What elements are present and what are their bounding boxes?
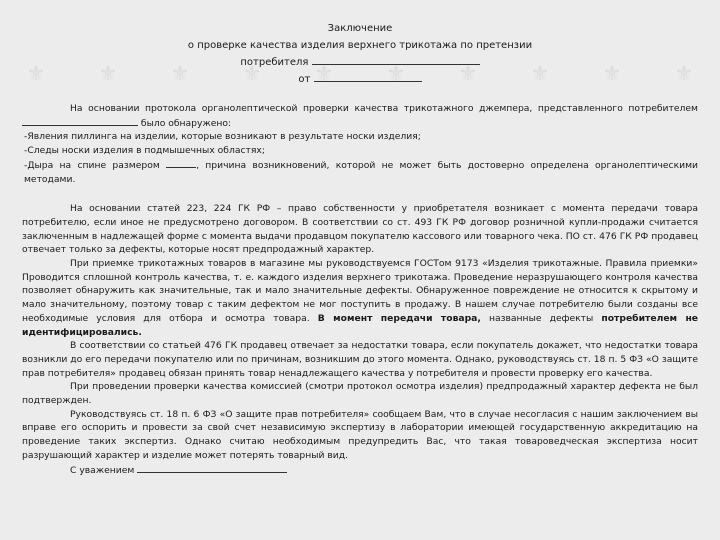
document-body	[22, 102, 698, 477]
signature-blank	[137, 463, 287, 473]
consumer-name-blank	[22, 116, 138, 126]
watermark-glyph: ⚜	[170, 62, 190, 87]
document-subtitle: о проверке качества изделия верхнего трикотажа по претензии	[187, 40, 533, 51]
watermark-glyph: ⚜	[98, 62, 118, 87]
finding-item-1: -Явления пиллинга на изделии, которые возникают в результате носки изделия;	[24, 131, 421, 143]
watermark-glyph: ⚜	[458, 62, 478, 87]
date-blank	[314, 72, 422, 82]
liability-paragraph: В соответствии со статьей 476 ГК продавец отвечает за недостатки товара, если покупатель докажет, что недостатки товара возникли до его передачи покупателю или по причинам, возникшим до этого момента. Однако, руководствуясь ст. 18 п. 5 ФЗ «О защите прав потребителя» продавец обязан принять товар ненадлежащего качества у потребителя и провести проверку его качества.	[22, 340, 698, 379]
finding-item-2: -Следы носки изделия в подмышечных областях;	[24, 145, 265, 157]
consumer-line: потребителя	[22, 54, 698, 71]
date-line: от	[22, 71, 698, 88]
watermark-glyph: ⚜	[26, 62, 46, 87]
watermark-glyph: ⚜	[674, 62, 694, 87]
signoff: С уважением	[22, 463, 698, 478]
document-header	[22, 20, 698, 88]
consumer-blank	[312, 55, 480, 65]
finding-item-3: -Дыра на спине размером , причина возникновений, которой не может быть достоверно определена органолептическими методами.	[24, 159, 699, 185]
watermark-glyph: ⚜	[602, 62, 622, 87]
acceptance-paragraph: При приемке трикотажных товаров в магазине мы руководствуемся ГОСТом 9173 «Изделия трикотажные. Правила приемки» Проводится сплошной контроль качества, т. е. каждого изделия верхнего трикотажа. Проведение неразрушающего контроля качества позволяет обнаружить как значительные, так и мало значительные дефекты. Обнаруженное повреждение не относится к скрытому и мало значительному, поэтому товар с таким дефектом не мог поступить в продажу. В нашем случае потребителю были созданы все необходимые условия для отбора и осмотра товара. В момент передачи товара, названные дефекты потребителем не идентифицировались.	[22, 258, 699, 338]
commission-paragraph: При проведении проверки качества комиссией (смотри протокол осмотра изделия) предпродажный характер дефекта не был подтвержден.	[22, 381, 698, 407]
document-title: Заключение	[327, 23, 393, 34]
watermark-glyph: ⚜	[530, 62, 550, 87]
document-page	[22, 20, 698, 530]
watermark-glyph: ⚜	[242, 62, 262, 87]
watermark-glyph: ⚜	[314, 62, 334, 87]
hole-size-blank	[166, 158, 196, 168]
dispute-paragraph: Руководствуясь ст. 18 п. 6 ФЗ «О защите прав потребителя» сообщаем Вам, что в случае несогласия с нашим заключением вы вправе его оспорить и провести за свой счет независимую экспертизу в лаборатории имеющей государственную аккредитацию на проведение таких экспертиз. Однако считаю необходимым предупредить Вас, что такая товароведческая экспертиза носит разрушающий характер и изделие может потерять товарный вид.	[22, 408, 698, 461]
watermark-glyph: ⚜	[386, 62, 406, 87]
intro-paragraph: На основании протокола органолептической проверки качества трикотажного джемпера, представленного потребителем было обнаружено:	[22, 102, 698, 130]
legal-basis-paragraph: На основании статей 223, 224 ГК РФ – право собственности у приобретателя возникает с момента передачи товара потребителю, если иное не предусмотрено договором. В соответствии со ст. 493 ГК РФ договор розничной купли-продажи считается заключенным в надлежащей форме с момента выдачи продавцом покупателю кассового или товарного чека. ПО ст. 476 ГК РФ продавец отвечает только за дефекты, которые носят предпродажный характер.	[22, 203, 698, 256]
